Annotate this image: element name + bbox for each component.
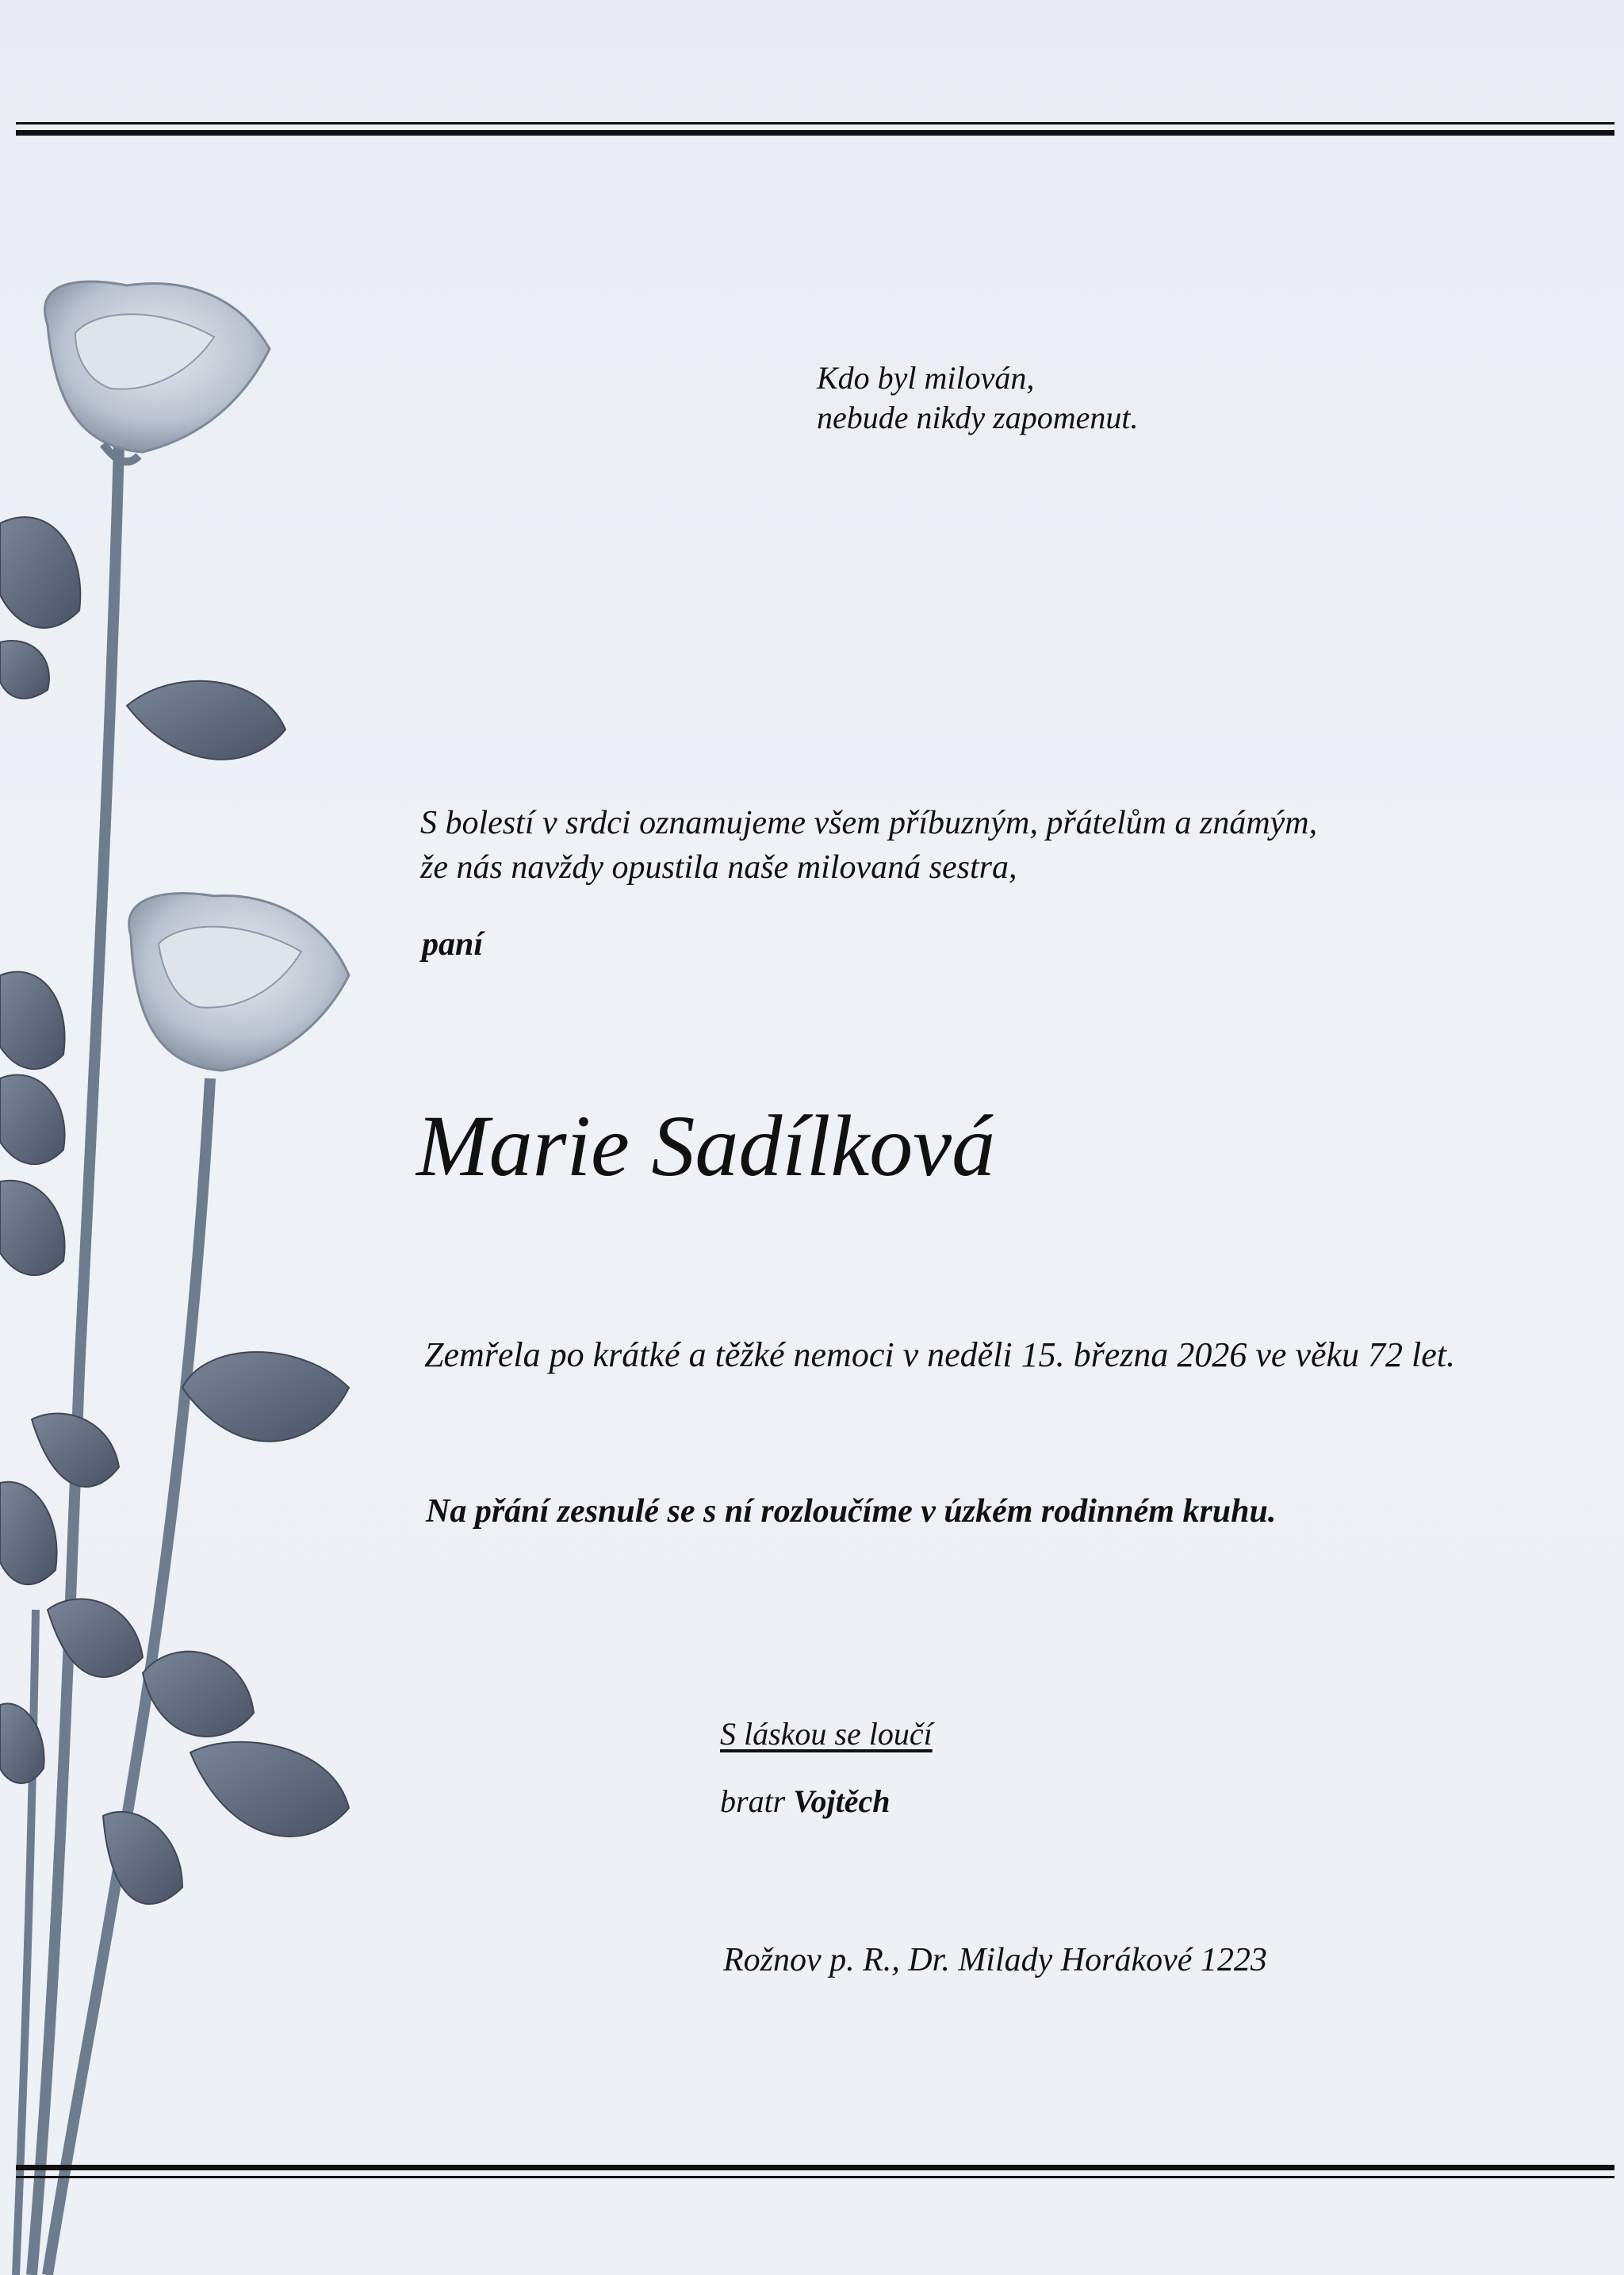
rose-leaves bbox=[0, 517, 349, 1904]
mourner-line bbox=[720, 1783, 890, 1820]
top-rule-thick bbox=[16, 130, 1614, 136]
title-word: paní bbox=[422, 926, 484, 963]
deceased-name: Marie Sadílková bbox=[416, 1097, 996, 1194]
motto-line-2: nebude nikdy zapomenut. bbox=[817, 400, 1139, 435]
mourner-relation: bratr bbox=[720, 1783, 794, 1819]
motto bbox=[817, 358, 1138, 438]
top-rule-thin bbox=[16, 122, 1614, 124]
bottom-rule-thin bbox=[16, 2176, 1614, 2178]
intro-line-2: že nás navždy opustila naše milovaná sestra, bbox=[420, 849, 1017, 886]
intro-line-1: S bolestí v srdci oznamujeme všem příbuzným, přátelům a známým, bbox=[420, 805, 1318, 841]
announcement-intro bbox=[420, 801, 1317, 890]
death-statement: Zemřela po krátké a těžké nemoci v neděli 15. března 2026 ve věku 72 let. bbox=[424, 1335, 1456, 1374]
bottom-rule-thick bbox=[16, 2165, 1614, 2170]
mourner-name: Vojtěch bbox=[793, 1783, 891, 1819]
rose-bloom-lower bbox=[129, 894, 349, 1070]
rose-stems-image bbox=[0, 262, 365, 2275]
rose-bloom-upper bbox=[44, 282, 270, 462]
funeral-wish: Na přání zesnulé se s ní rozloučíme v úzkém rodinném kruhu. bbox=[426, 1493, 1277, 1530]
family-address: Rožnov p. R., Dr. Milady Horákové 1223 bbox=[723, 1942, 1267, 1978]
motto-line-1: Kdo byl milován, bbox=[817, 360, 1035, 396]
farewell-heading: S láskou se loučí bbox=[720, 1716, 933, 1752]
